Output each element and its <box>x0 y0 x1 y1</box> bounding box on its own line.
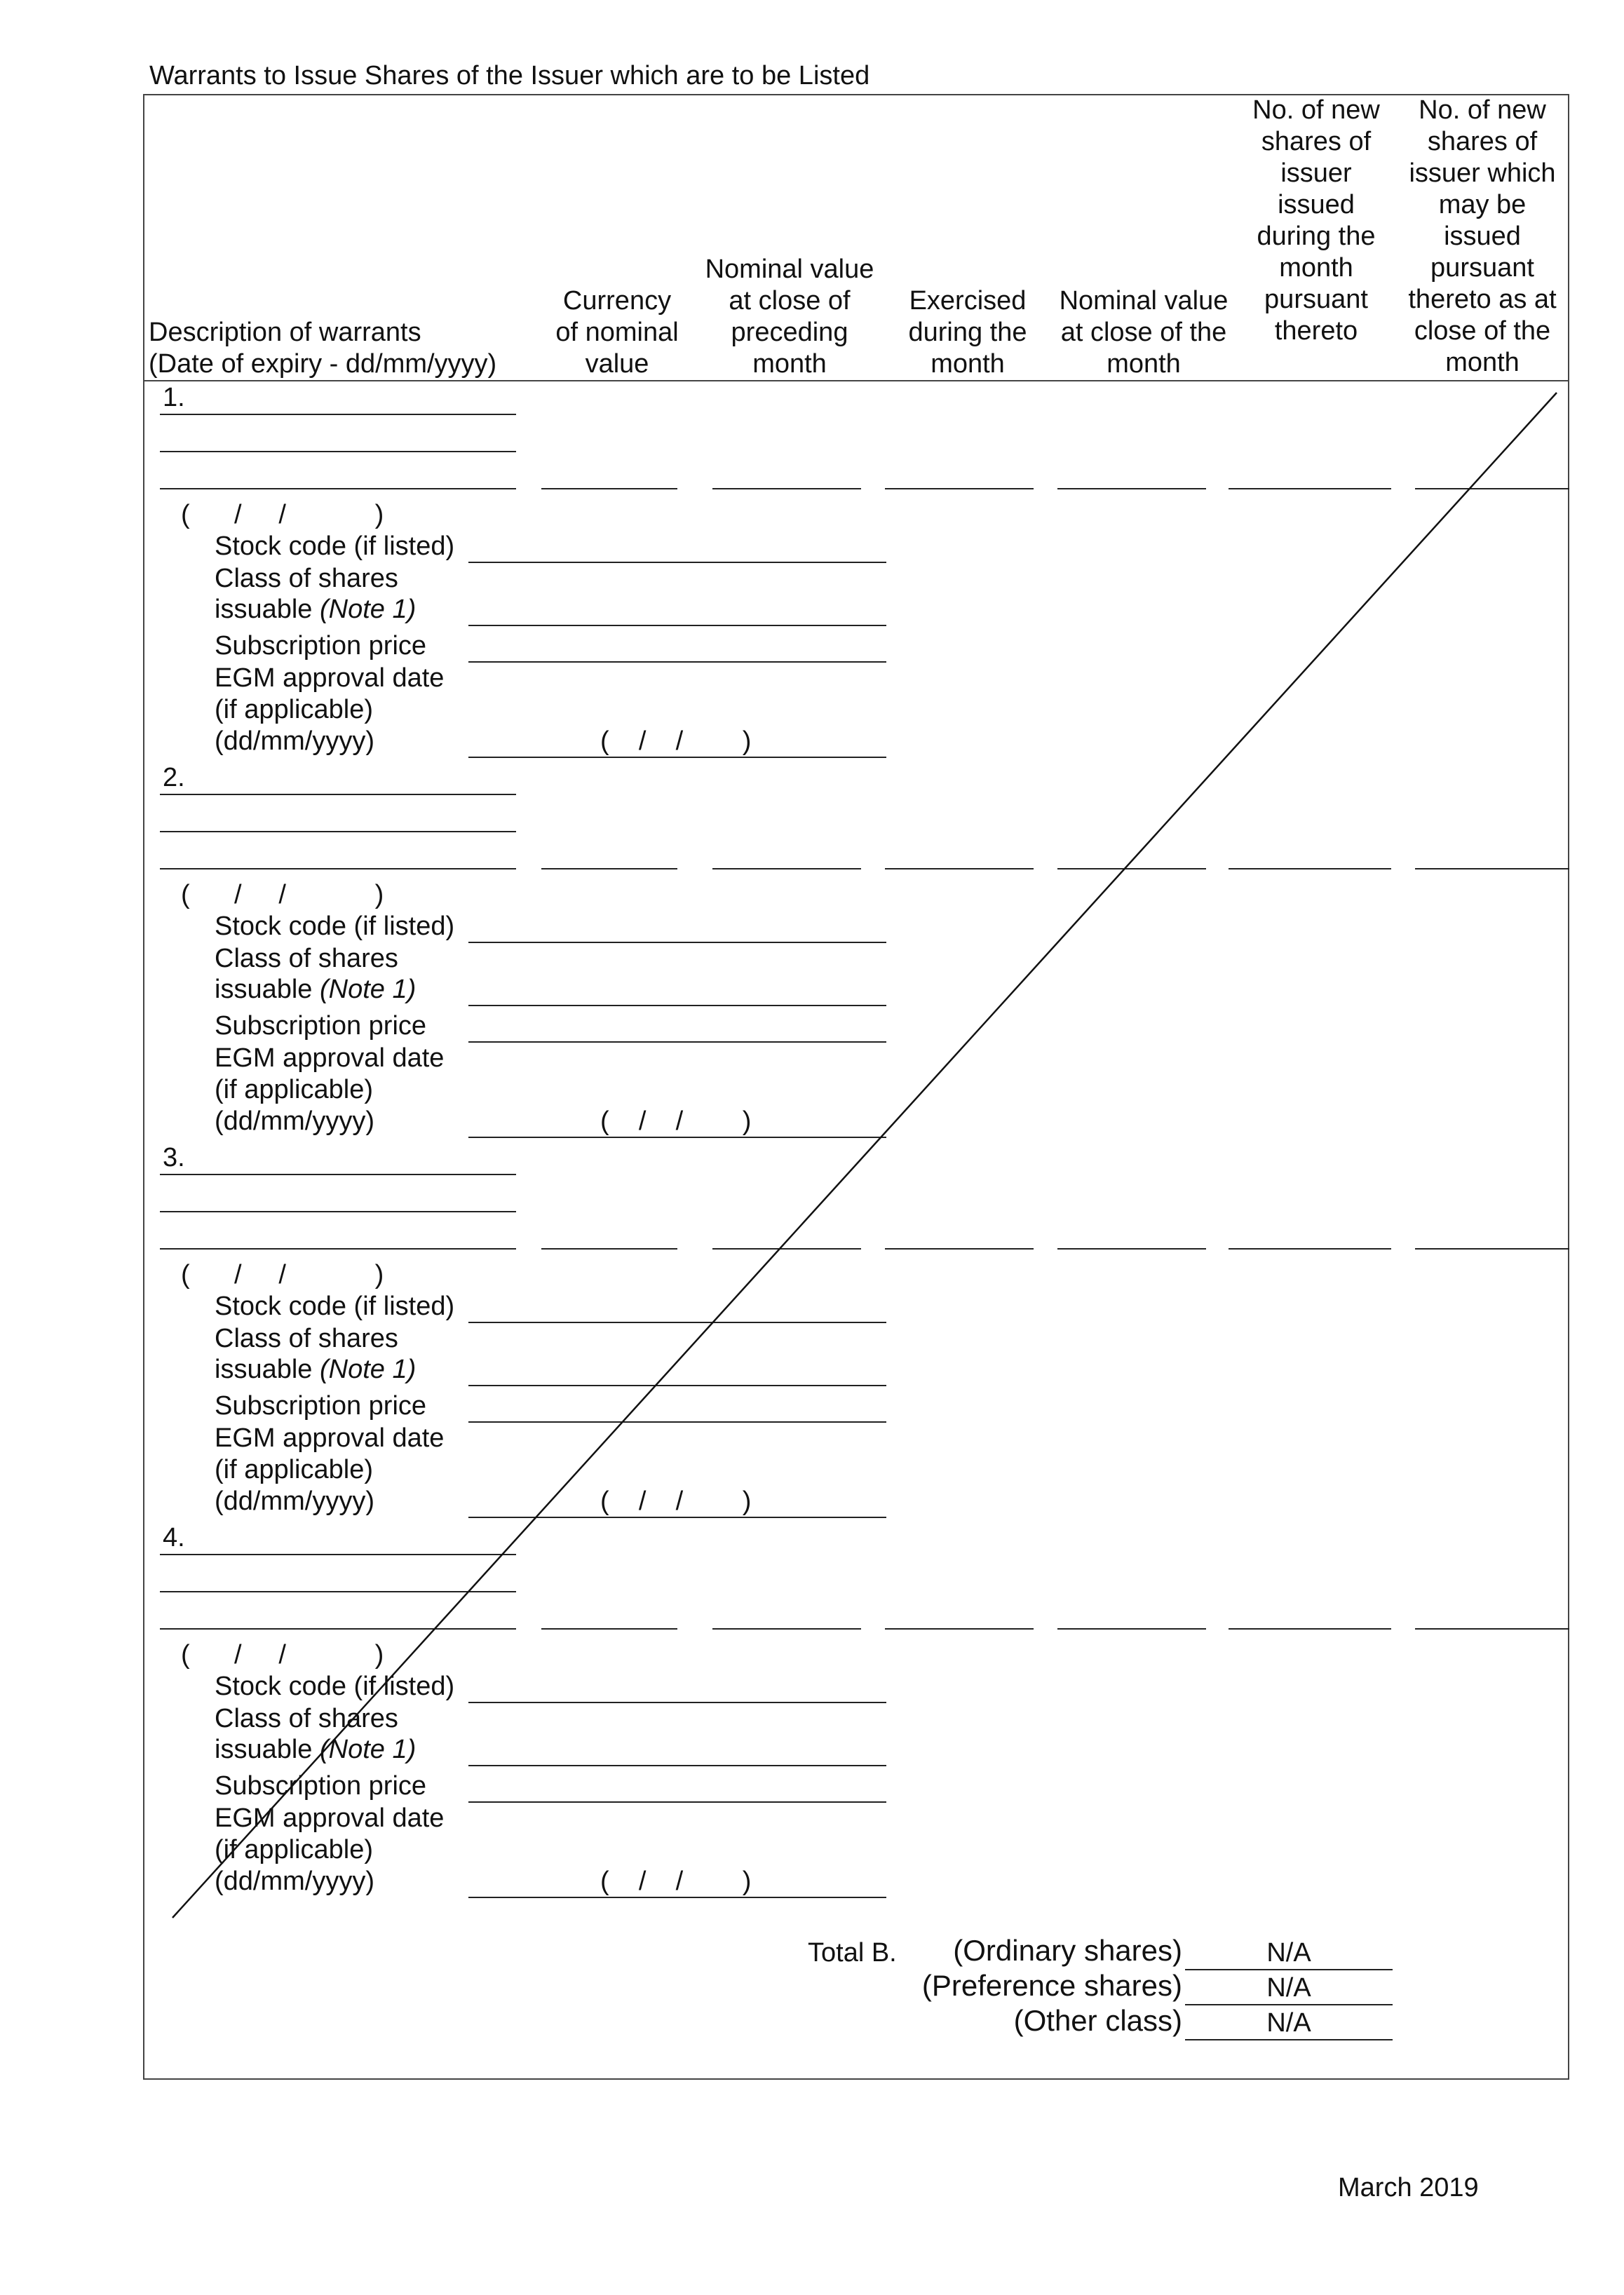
class-of-shares-label: Class of shares <box>215 564 398 593</box>
header-may-be-issued: No. of new shares of issuer which may be issued pursuant thereto as at close of the month <box>1408 95 1557 377</box>
egm-date-format: (dd/mm/yyyy) <box>215 1867 374 1896</box>
egm-date-placeholder: ( / / ) <box>600 726 752 756</box>
total-label: Total B. <box>808 1938 897 1968</box>
subscription-price-label: Subscription price <box>215 1391 427 1421</box>
egm-date-placeholder: ( / / ) <box>600 1106 752 1136</box>
header-nominal-preceding: Nominal value at close of preceding month <box>705 255 874 379</box>
stock-code-label: Stock code (if listed) <box>215 1292 455 1321</box>
entry-number: 4. <box>163 1523 185 1552</box>
egm-date-placeholder: ( / / ) <box>600 1487 752 1516</box>
egm-date-format: (dd/mm/yyyy) <box>215 1106 374 1136</box>
subscription-price-label: Subscription price <box>215 1771 427 1801</box>
entry-number: 1. <box>163 383 185 412</box>
egm-approval-label: EGM approval date <box>215 1043 445 1073</box>
issuable-text: issuable <box>215 1735 313 1764</box>
egm-approval-label: EGM approval date <box>215 1423 445 1453</box>
header-issued-during: No. of new shares of issuer issued during the month pursuant thereto <box>1252 95 1380 346</box>
total-other-value[interactable]: N/A <box>1266 2008 1311 2038</box>
note-reference: (Note 1) <box>319 975 417 1004</box>
stock-code-label: Stock code (if listed) <box>215 912 455 941</box>
egm-if-applicable: (if applicable) <box>215 1835 373 1864</box>
header-currency: Currency of nominal value <box>555 286 679 379</box>
egm-if-applicable: (if applicable) <box>215 695 373 724</box>
note-reference: (Note 1) <box>319 1355 417 1384</box>
issuable-text: issuable <box>215 1355 313 1384</box>
footer-date: March 2019 <box>1338 2173 1479 2202</box>
egm-date-format: (dd/mm/yyyy) <box>215 726 374 756</box>
total-preference-underline <box>1185 2004 1393 2005</box>
egm-if-applicable: (if applicable) <box>215 1455 373 1484</box>
egm-date-placeholder: ( / / ) <box>600 1867 752 1896</box>
stock-code-label: Stock code (if listed) <box>215 1672 455 1701</box>
entry-number: 3. <box>163 1143 185 1172</box>
issuable-text: issuable <box>215 975 313 1004</box>
total-preference-label: (Preference shares) <box>921 1969 1182 2002</box>
total-ordinary-value[interactable]: N/A <box>1266 1938 1311 1968</box>
entry-number: 2. <box>163 763 185 792</box>
class-of-shares-label: Class of shares <box>215 1324 398 1353</box>
section-title: Warrants to Issue Shares of the Issuer which are to be Listed <box>149 61 870 90</box>
total-ordinary-underline <box>1185 1969 1393 1970</box>
total-other-label: (Other class) <box>1013 2004 1182 2037</box>
egm-date-format: (dd/mm/yyyy) <box>215 1487 374 1516</box>
total-preference-value[interactable]: N/A <box>1266 1973 1311 2003</box>
class-of-shares-label: Class of shares <box>215 1704 398 1733</box>
expiry-date-placeholder: ( / / ) <box>181 1640 384 1670</box>
note-reference: (Note 1) <box>319 595 417 624</box>
expiry-date-placeholder: ( / / ) <box>181 500 384 529</box>
total-ordinary-label: (Ordinary shares) <box>953 1934 1182 1967</box>
expiry-date-placeholder: ( / / ) <box>181 1260 384 1289</box>
issuable-text: issuable <box>215 595 313 624</box>
class-of-shares-label: Class of shares <box>215 944 398 973</box>
expiry-date-placeholder: ( / / ) <box>181 880 384 909</box>
header-exercised: Exercised during the month <box>908 286 1027 379</box>
total-other-underline <box>1185 2039 1393 2040</box>
egm-approval-label: EGM approval date <box>215 663 445 693</box>
stock-code-label: Stock code (if listed) <box>215 532 455 561</box>
header-description: Description of warrants (Date of expiry - dd/mm/yyyy) <box>149 318 497 379</box>
header-nominal-close: Nominal value at close of the month <box>1059 286 1229 379</box>
egm-approval-label: EGM approval date <box>215 1803 445 1833</box>
subscription-price-label: Subscription price <box>215 1011 427 1041</box>
subscription-price-label: Subscription price <box>215 631 427 661</box>
egm-if-applicable: (if applicable) <box>215 1075 373 1104</box>
note-reference: (Note 1) <box>319 1735 417 1764</box>
